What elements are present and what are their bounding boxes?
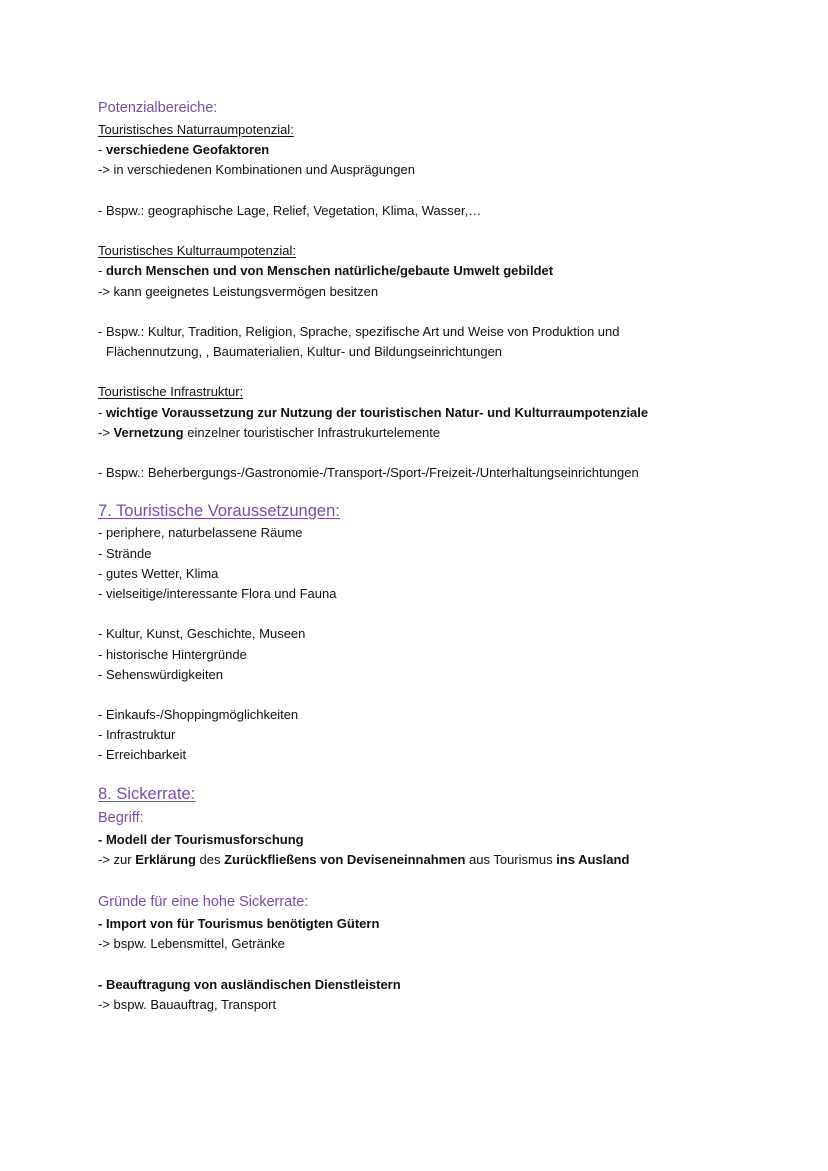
voraussetzung-item: - Strände xyxy=(98,545,152,561)
infra-title: Touristische Infrastruktur: xyxy=(98,384,244,400)
natur-bullet-2: -> in verschiedenen Kombinationen und Ausprägungen xyxy=(98,162,415,178)
begriff-bullet-2-bold: ins Ausland xyxy=(556,851,630,867)
voraussetzung-item: - historische Hintergründe xyxy=(98,646,247,662)
gruende-title: Gründe für eine hohe Sickerrate: xyxy=(98,894,309,911)
infra-bullet-2-bold: Vernetzung xyxy=(113,424,184,440)
natur-bullet-1 xyxy=(98,140,778,160)
kultur-bullet-2: -> kann geeignetes Leistungsvermögen besitzen xyxy=(98,283,379,299)
natur-bullet-3: - Bspw.: geographische Lage, Relief, Vegetation, Klima, Wasser,… xyxy=(98,202,482,218)
infra-bullet-1-bold: wichtige Voraussetzung zur Nutzung der touristischen Natur- und Kulturraumpotenziale xyxy=(105,404,649,420)
begriff-bullet-1: - Modell der Tourismusforschung xyxy=(98,831,304,847)
sickerrate-heading: 8. Sickerrate: xyxy=(98,784,196,803)
infra-bullet-2-rest: einzelner touristischer Infrastrukurtelemente xyxy=(183,424,441,440)
voraussetzung-item: - Infrastruktur xyxy=(98,727,176,743)
gruende-bullet-1: - Import von für Tourismus benötigten Gütern xyxy=(98,916,380,932)
begriff-bullet-2-part: aus Tourismus xyxy=(465,851,557,867)
voraussetzung-item: - Einkaufs-/Shoppingmöglichkeiten xyxy=(98,707,299,723)
voraussetzung-item: - Sehenswürdigkeiten xyxy=(98,666,224,682)
voraussetzung-item: - gutes Wetter, Klima xyxy=(98,565,219,581)
natur-bullet-1-bold: verschiedene Geofaktoren xyxy=(105,142,270,158)
gruende-bullet-1-sub: -> bspw. Lebensmittel, Getränke xyxy=(98,936,285,952)
infra-bullet-2-prefix: -> xyxy=(98,424,114,440)
begriff-title: Begriff: xyxy=(98,809,144,826)
kultur-bullet-1-bold: durch Menschen und von Menschen natürliche/gebaute Umwelt gebildet xyxy=(105,263,554,279)
kultur-bullet-3-line-2: Flächennutzung, , Baumaterialien, Kultur- und Bildungseinrichtungen xyxy=(106,344,503,360)
begriff-bullet-2-bold: Erklärung xyxy=(135,851,196,867)
begriff-bullet-2-part: des xyxy=(195,851,225,867)
infra-bullet-1-prefix: - xyxy=(98,404,106,420)
infra-bullet-3: - Bspw.: Beherbergungs-/Gastronomie-/Transport-/Sport-/Freizeit-/Unterhaltungseinrichtungen xyxy=(98,465,639,481)
natur-bullet-1-prefix: - xyxy=(98,142,106,158)
voraussetzungen-heading: 7. Touristische Voraussetzungen: xyxy=(98,502,340,521)
kultur-title: Touristisches Kulturraumpotenzial: xyxy=(98,243,296,259)
infra-bullet-2 xyxy=(98,423,778,443)
begriff-bullet-2 xyxy=(98,850,778,870)
begriff-bullet-2-part: -> zur xyxy=(98,851,136,867)
voraussetzung-item: - Erreichbarkeit xyxy=(98,747,187,763)
natur-title: Touristisches Naturraumpotenzial: xyxy=(98,122,294,137)
kultur-bullet-1 xyxy=(98,261,778,281)
voraussetzung-item: - periphere, naturbelassene Räume xyxy=(98,525,303,541)
gruende-bullet-2: - Beauftragung von ausländischen Dienstleistern xyxy=(98,976,401,992)
kultur-bullet-3-line-1: - Bspw.: Kultur, Tradition, Religion, Sprache, spezifische Art und Weise von Produktion und xyxy=(98,323,620,339)
potenzial-heading: Potenzialbereiche: xyxy=(98,100,218,116)
begriff-bullet-2-bold: Zurückfließens von Deviseneinnahmen xyxy=(224,851,466,867)
gruende-bullet-2-sub: -> bspw. Bauauftrag, Transport xyxy=(98,996,277,1012)
voraussetzung-item: - Kultur, Kunst, Geschichte, Museen xyxy=(98,626,306,642)
document-page xyxy=(98,96,778,1015)
infra-bullet-1 xyxy=(98,403,778,423)
kultur-bullet-1-prefix: - xyxy=(98,263,106,279)
voraussetzung-item: - vielseitige/interessante Flora und Fauna xyxy=(98,585,337,601)
